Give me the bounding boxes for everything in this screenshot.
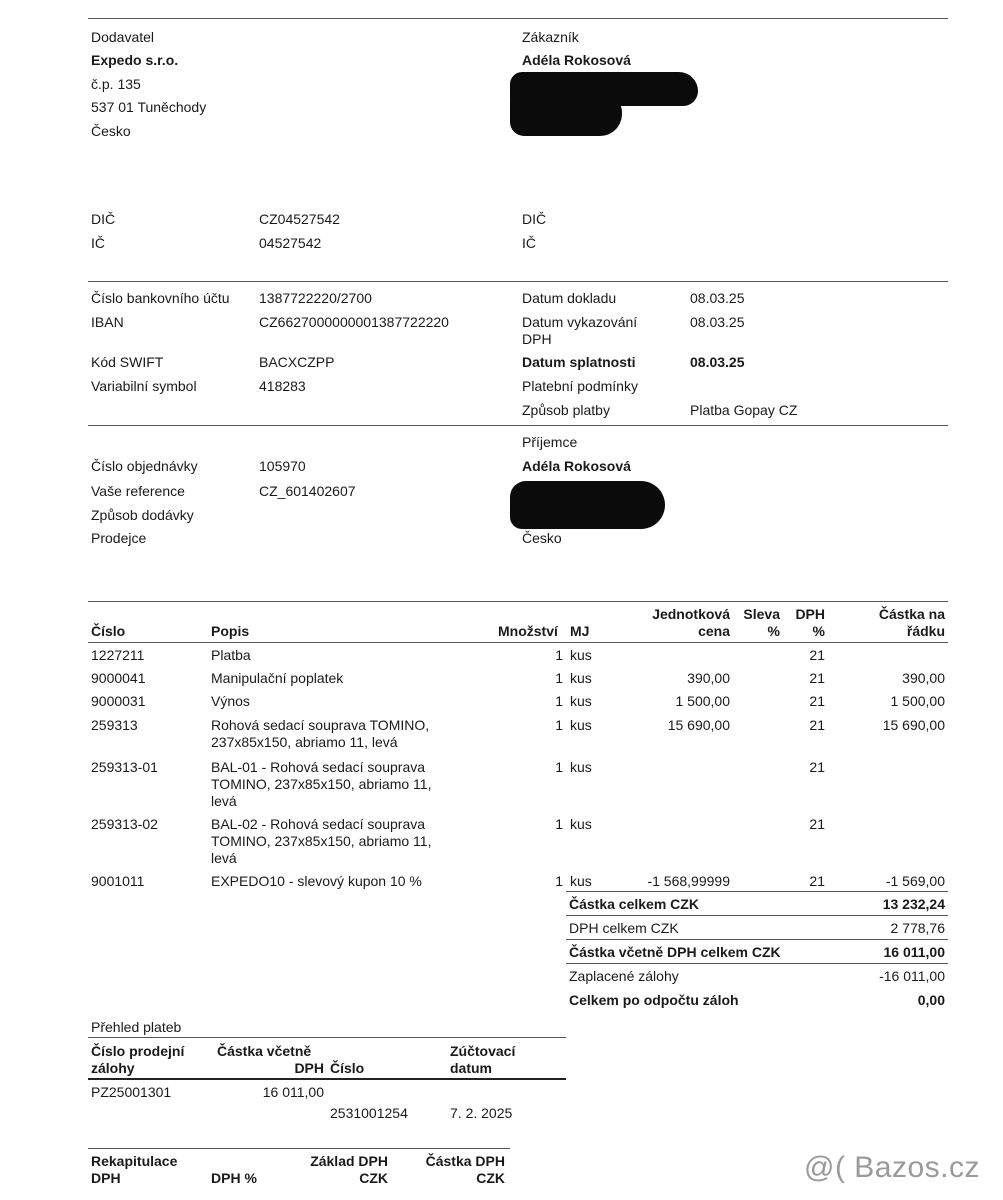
item-number: 9000031 bbox=[91, 693, 146, 709]
vat-total-label: DPH celkem CZK bbox=[569, 920, 679, 936]
recap-col-vat-amount-2: CZK bbox=[476, 1170, 505, 1186]
recipient-name: Adéla Rokosová bbox=[522, 458, 631, 474]
item-desc: TOMINO, 237x85x150, abriamo 11, bbox=[211, 776, 432, 792]
items-col-discount-2: % bbox=[767, 623, 780, 639]
after-deposits-label: Celkem po odpočtu záloh bbox=[569, 992, 739, 1008]
recap-col-vat-rate: DPH % bbox=[211, 1170, 257, 1186]
item-desc: BAL-02 - Rohová sedací souprava bbox=[211, 816, 426, 832]
item-qty: 1 bbox=[555, 693, 563, 709]
item-unit: kus bbox=[570, 717, 592, 733]
item-unit: kus bbox=[570, 759, 592, 775]
items-col-unit: MJ bbox=[570, 623, 590, 639]
item-total: 1 500,00 bbox=[890, 693, 945, 709]
item-unit: kus bbox=[570, 816, 592, 832]
doc-date-label: Datum dokladu bbox=[522, 290, 617, 306]
item-unit: kus bbox=[570, 693, 592, 709]
item-qty: 1 bbox=[555, 670, 563, 686]
item-total: 390,00 bbox=[902, 670, 945, 686]
item-vat: 21 bbox=[809, 717, 825, 733]
items-col-number: Číslo bbox=[91, 623, 126, 639]
items-col-price-2: cena bbox=[698, 623, 730, 639]
item-qty: 1 bbox=[555, 759, 563, 775]
gross-total-value: 16 011,00 bbox=[883, 944, 945, 960]
divider bbox=[566, 915, 948, 916]
vat-date-label: Datum vykazování bbox=[522, 314, 638, 330]
supplier-name: Expedo s.r.o. bbox=[91, 52, 179, 68]
payments-col-date: Zúčtovací bbox=[450, 1043, 516, 1059]
item-vat: 21 bbox=[809, 647, 825, 663]
item-number: 259313-02 bbox=[91, 816, 158, 832]
total-value: 13 232,24 bbox=[882, 896, 945, 912]
item-desc: 237x85x150, abriamo 11, levá bbox=[211, 734, 398, 750]
payment-number: PZ25001301 bbox=[91, 1084, 172, 1100]
supplier-country: Česko bbox=[91, 123, 131, 139]
supplier-ic-value: 04527542 bbox=[259, 235, 322, 251]
iban-label: IBAN bbox=[91, 314, 124, 330]
item-vat: 21 bbox=[809, 873, 825, 889]
total-label: Částka celkem CZK bbox=[569, 896, 699, 912]
items-col-discount: Sleva bbox=[743, 606, 780, 622]
item-desc: levá bbox=[211, 850, 237, 866]
divider bbox=[88, 642, 948, 643]
vs-value: 418283 bbox=[259, 378, 306, 394]
order-number-label: Číslo objednávky bbox=[91, 458, 198, 474]
item-unit: kus bbox=[570, 873, 592, 889]
payments-title: Přehled plateb bbox=[91, 1019, 182, 1035]
reference-value: CZ_601402607 bbox=[259, 483, 356, 499]
payments-col-number-2: zálohy bbox=[91, 1060, 135, 1076]
swift-label: Kód SWIFT bbox=[91, 354, 164, 370]
payments-col-amount-2: DPH bbox=[294, 1060, 324, 1076]
item-vat: 21 bbox=[809, 759, 825, 775]
customer-ic-label: IČ bbox=[522, 235, 536, 251]
iban-value: CZ6627000000001387722220 bbox=[259, 314, 449, 330]
recap-col-vat-amount: Částka DPH bbox=[425, 1153, 505, 1169]
swift-value: BACXCZPP bbox=[259, 354, 335, 370]
item-total: -1 569,00 bbox=[885, 873, 945, 889]
vat-total-value: 2 778,76 bbox=[890, 920, 945, 936]
item-price: 1 500,00 bbox=[675, 693, 730, 709]
redaction-mark bbox=[510, 481, 665, 529]
due-date-value: 08.03.25 bbox=[690, 354, 745, 370]
due-date-label: Datum splatnosti bbox=[522, 354, 636, 370]
item-desc: TOMINO, 237x85x150, abriamo 11, bbox=[211, 833, 432, 849]
item-number: 259313 bbox=[91, 717, 138, 733]
item-number: 9000041 bbox=[91, 670, 146, 686]
divider bbox=[88, 1037, 566, 1038]
item-unit: kus bbox=[570, 670, 592, 686]
divider bbox=[88, 1078, 566, 1080]
item-price: -1 568,99999 bbox=[647, 873, 730, 889]
payments-col-amount: Částka včetně bbox=[217, 1043, 312, 1059]
vat-date-label-2: DPH bbox=[522, 331, 552, 347]
items-col-desc: Popis bbox=[211, 623, 250, 639]
divider bbox=[566, 939, 948, 940]
supplier-label: Dodavatel bbox=[91, 29, 155, 45]
item-vat: 21 bbox=[809, 670, 825, 686]
supplier-street: č.p. 135 bbox=[91, 76, 141, 92]
vs-label: Variabilní symbol bbox=[91, 378, 197, 394]
item-qty: 1 bbox=[555, 717, 563, 733]
gross-total-label: Částka včetně DPH celkem CZK bbox=[569, 944, 781, 960]
after-deposits-value: 0,00 bbox=[917, 992, 945, 1008]
divider bbox=[88, 281, 948, 282]
order-number-value: 105970 bbox=[259, 458, 306, 474]
top-divider bbox=[88, 18, 948, 19]
supplier-city: 537 01 Tuněchody bbox=[91, 99, 207, 115]
bank-account-value: 1387722220/2700 bbox=[259, 290, 372, 306]
reference-label: Vaše reference bbox=[91, 483, 185, 499]
supplier-dic-value: CZ04527542 bbox=[259, 211, 340, 227]
items-col-qty: Množství bbox=[498, 623, 558, 639]
vat-date-value: 08.03.25 bbox=[690, 314, 745, 330]
recap-col-base-2: CZK bbox=[359, 1170, 388, 1186]
doc-date-value: 08.03.25 bbox=[690, 290, 745, 306]
customer-dic-label: DIČ bbox=[522, 211, 547, 227]
item-desc: BAL-01 - Rohová sedací souprava bbox=[211, 759, 426, 775]
item-number: 9001011 bbox=[91, 873, 145, 889]
customer-label: Zákazník bbox=[522, 29, 579, 45]
divider bbox=[566, 963, 948, 964]
items-col-price: Jednotková bbox=[652, 606, 730, 622]
items-col-total: Částka na bbox=[878, 606, 945, 622]
watermark: @( Bazos.cz bbox=[804, 1151, 980, 1184]
customer-name: Adéla Rokosová bbox=[522, 52, 631, 68]
deposits-value: -16 011,00 bbox=[879, 968, 945, 984]
delivery-label: Způsob dodávky bbox=[91, 507, 194, 523]
recap-col-base: Základ DPH bbox=[310, 1153, 388, 1169]
item-qty: 1 bbox=[555, 647, 563, 663]
payments-col-date-2: datum bbox=[450, 1060, 492, 1076]
seller-label: Prodejce bbox=[91, 530, 147, 546]
payment-method-label: Způsob platby bbox=[522, 402, 610, 418]
recipient-country: Česko bbox=[522, 530, 562, 546]
payment-amount: 16 011,00 bbox=[262, 1084, 324, 1100]
items-col-total-2: řádku bbox=[906, 623, 945, 639]
recipient-label: Příjemce bbox=[522, 434, 578, 450]
item-number: 259313-01 bbox=[91, 759, 158, 775]
divider bbox=[88, 425, 948, 426]
payment-date: 7. 2. 2025 bbox=[450, 1105, 513, 1121]
divider bbox=[566, 891, 948, 892]
payment-method-value: Platba Gopay CZ bbox=[690, 402, 798, 418]
deposits-label: Zaplacené zálohy bbox=[569, 968, 679, 984]
item-desc: EXPEDO10 - slevový kupon 10 % bbox=[211, 873, 422, 889]
item-qty: 1 bbox=[555, 873, 563, 889]
recap-col-title: Rekapitulace bbox=[91, 1153, 178, 1169]
item-vat: 21 bbox=[809, 693, 825, 709]
item-desc: Rohová sedací souprava TOMINO, bbox=[211, 717, 430, 733]
item-number: 1227211 bbox=[91, 647, 145, 663]
supplier-ic-label: IČ bbox=[91, 235, 105, 251]
supplier-dic-label: DIČ bbox=[91, 211, 116, 227]
redaction-mark bbox=[510, 96, 622, 136]
items-col-vat-2: % bbox=[812, 623, 825, 639]
item-total: 15 690,00 bbox=[882, 717, 945, 733]
item-desc: levá bbox=[211, 793, 237, 809]
payment-doc-number: 2531001254 bbox=[330, 1105, 408, 1121]
item-desc: Manipulační poplatek bbox=[211, 670, 344, 686]
bank-account-label: Číslo bankovního účtu bbox=[91, 290, 230, 306]
divider bbox=[88, 1148, 510, 1149]
recap-col-title-2: DPH bbox=[91, 1170, 121, 1186]
item-price: 390,00 bbox=[687, 670, 730, 686]
item-price: 15 690,00 bbox=[667, 717, 730, 733]
payments-col-doc: Číslo bbox=[330, 1060, 365, 1076]
divider bbox=[88, 601, 948, 602]
payment-terms-label: Platební podmínky bbox=[522, 378, 638, 394]
item-unit: kus bbox=[570, 647, 592, 663]
items-col-vat: DPH bbox=[795, 606, 825, 622]
item-vat: 21 bbox=[809, 816, 825, 832]
item-desc: Platba bbox=[211, 647, 251, 663]
payments-col-number: Číslo prodejní bbox=[91, 1043, 185, 1059]
item-qty: 1 bbox=[555, 816, 563, 832]
item-desc: Výnos bbox=[211, 693, 250, 709]
